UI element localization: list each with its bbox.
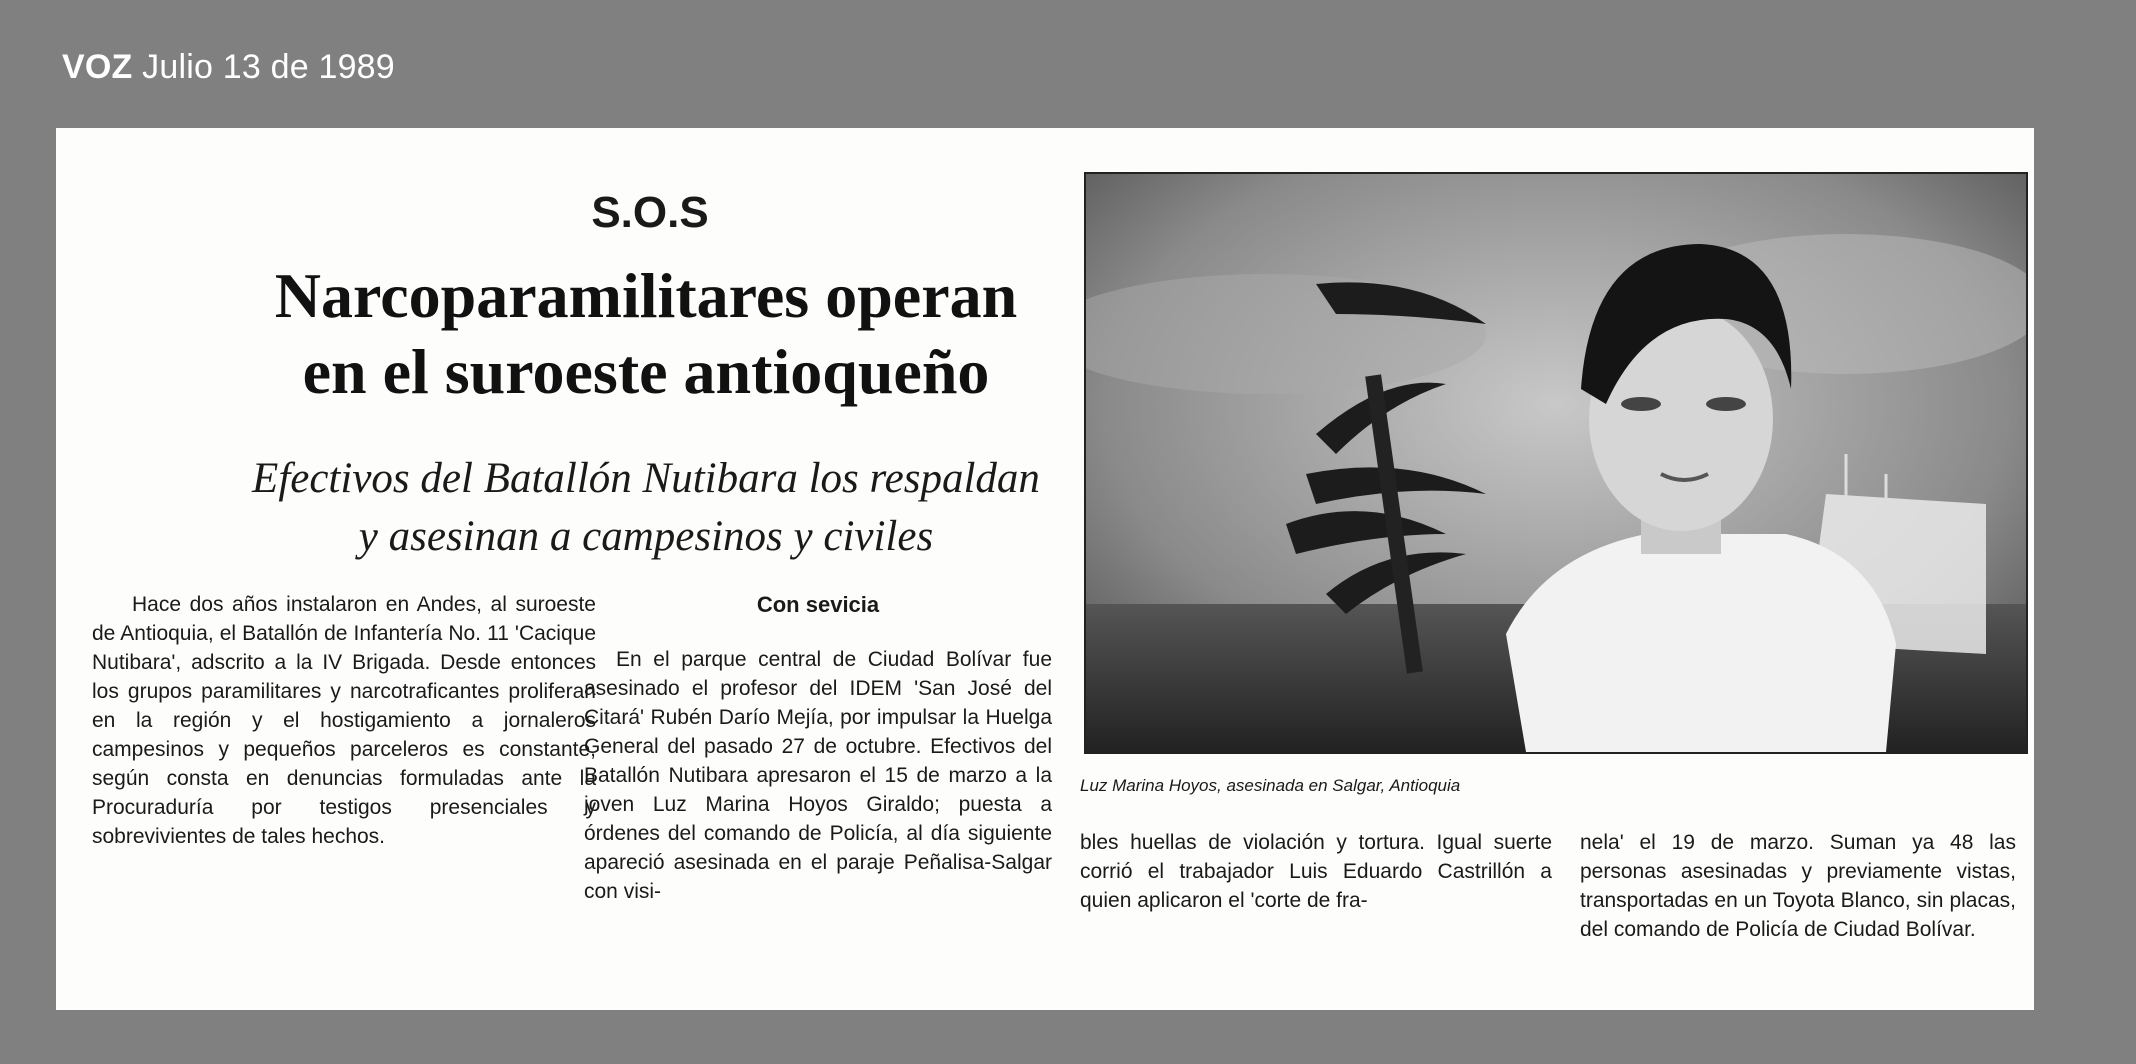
- article-column-1: [92, 590, 596, 851]
- newspaper-clipping: [56, 128, 2034, 1010]
- column-3-text: bles huellas de violación y tortura. Igual suerte corrió el trabajador Luis Eduardo Castrillón a quien aplicaron el 'corte de fra-: [1080, 831, 1552, 912]
- column-1-text: Hace dos años instalaron en Andes, al suroeste de Antioquia, el Batallón de Infantería No. 11 'Cacique Nutibara', adscrito a la IV Brigada. Desde entonces los grupos paramilitares y narcotraficantes proliferan en la región y el hostigamiento a jornaleros campesinos y pequeños parceleros es constante, según consta en denuncias formuladas ante la Procuraduría por testigos presenciales y sobrevivientes de tales hechos.: [92, 593, 596, 848]
- headline-line-2: en el suroeste antioqueño: [302, 336, 990, 407]
- date-header: [62, 48, 395, 87]
- publication-name: VOZ: [62, 48, 133, 86]
- article-kicker: S.O.S: [591, 188, 709, 237]
- photo-caption: Luz Marina Hoyos, asesinada en Salgar, Antioquia: [1080, 776, 1461, 795]
- section-subheading: Con sevicia: [756, 592, 880, 617]
- column-2-text: En el parque central de Ciudad Bolívar fue asesinado el profesor del IDEM 'San José del Citará' Rubén Darío Mejía, por impulsar la Huelga General del pasado 27 de octubre. Efectivos del Batallón Nutibara apresaron el 15 de marzo a la joven Luz Marina Hoyos Giraldo; puesta a órdenes del comando de Policía, al día siguiente apareció asesinada en el paraje Peñalisa-Salgar con visi-: [584, 648, 1052, 903]
- publication-date: Julio 13 de 1989: [142, 48, 395, 86]
- article-column-4: [1580, 828, 2016, 944]
- article-subheadline: [116, 450, 1176, 566]
- article-headline: [116, 258, 1176, 410]
- article-column-2: [584, 590, 1052, 906]
- article-photo: [1084, 172, 2028, 754]
- subhead-line-1: Efectivos del Batallón Nutibara los respaldan: [252, 455, 1040, 502]
- column-4-text: nela' el 19 de marzo. Suman ya 48 las personas asesinadas y previamente vistas, transportadas en un Toyota Blanco, sin placas, del comando de Policía de Ciudad Bolívar.: [1580, 831, 2016, 941]
- article-column-3: [1080, 828, 1552, 915]
- subhead-line-2: y asesinan a campesinos y civiles: [358, 513, 934, 560]
- headline-line-1: Narcoparamilitares operan: [274, 260, 1018, 331]
